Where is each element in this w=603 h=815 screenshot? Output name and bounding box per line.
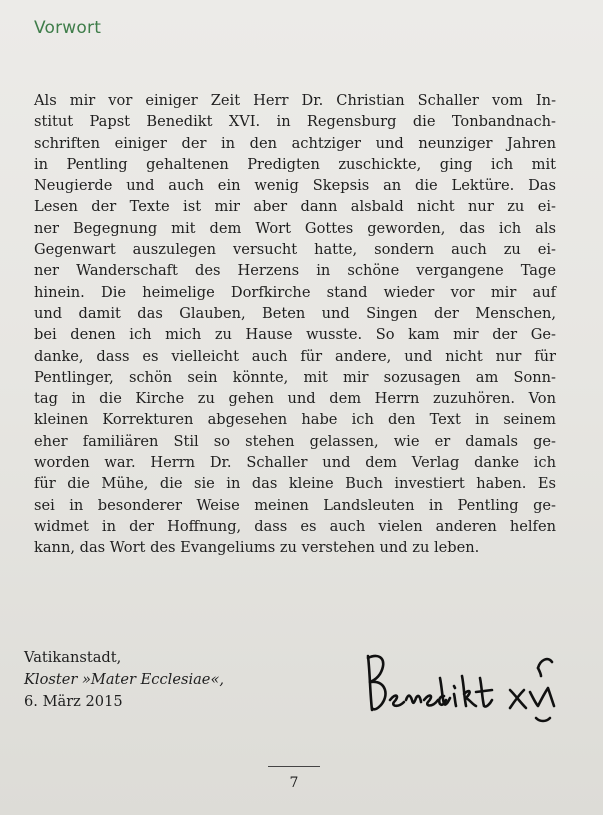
body-line: eher familiären Stil so stehen gelassen, wie er damals ge- (34, 432, 556, 450)
body-line: danke, dass es vielleicht auch für andere, und nicht nur für (34, 347, 556, 365)
signoff-location: Kloster »Mater Ecclesiae«, (24, 671, 225, 688)
body-line: ner Wanderschaft des Herzens in schöne vergangene Tage (34, 262, 556, 280)
body-line: Neugierde und auch ein wenig Skepsis an die Lektüre. Das (34, 177, 556, 195)
body-line: hinein. Die heimelige Dorfkirche stand wieder vor mir auf (34, 283, 556, 301)
body-line: kann, das Wort des Evangeliums zu verstehen und zu leben. (34, 539, 480, 557)
body-line: Lesen der Texte ist mir aber dann alsbald nicht nur zu ei- (34, 198, 556, 216)
body-line: und damit das Glauben, Beten und Singen der Menschen, (34, 304, 556, 322)
body-line: schriften einiger der in den achtziger und neunziger Jahren (34, 134, 556, 152)
body-line: Gegenwart auszulegen versucht hatte, sondern auch zu ei- (34, 241, 556, 259)
body-line: Pentlinger, schön sein könnte, mit mir sozusagen am Sonn- (34, 368, 556, 386)
footer-rule (268, 766, 320, 767)
body-paragraph (34, 90, 556, 559)
body-line: Als mir vor einiger Zeit Herr Dr. Christian Schaller vom In- (34, 92, 556, 109)
signoff-place: Vatikanstadt, (24, 649, 122, 666)
signature-image (360, 648, 570, 728)
page-number: 7 (289, 775, 299, 791)
body-line: sei in besonderer Weise meinen Landsleuten in Pentling ge- (34, 496, 556, 514)
body-line: bei denen ich mich zu Hause wusste. So kam mir der Ge- (34, 326, 556, 344)
body-line: für die Mühe, die sie in das kleine Buch investiert haben. Es (34, 475, 556, 493)
body-line: tag in die Kirche zu gehen und dem Herrn zuzuhören. Von (34, 390, 556, 408)
body-line: stitut Papst Benedikt XVI. in Regensburg die Tonbandnach- (34, 113, 556, 131)
signoff-block (24, 647, 224, 713)
signoff-date: 6. März 2015 (24, 693, 123, 710)
body-line: widmet in der Hoffnung, dass es auch vielen anderen helfen (34, 517, 556, 535)
body-line: in Pentling gehaltenen Predigten zuschickte, ging ich mit (34, 155, 556, 173)
body-line: kleinen Korrekturen abgesehen habe ich den Text in seinem (34, 411, 556, 429)
body-line: worden war. Herrn Dr. Schaller und dem Verlag danke ich (34, 454, 556, 472)
page-heading: Vorwort (34, 18, 102, 38)
body-line: ner Begegnung mit dem Wort Gottes geworden, das ich als (34, 219, 556, 237)
